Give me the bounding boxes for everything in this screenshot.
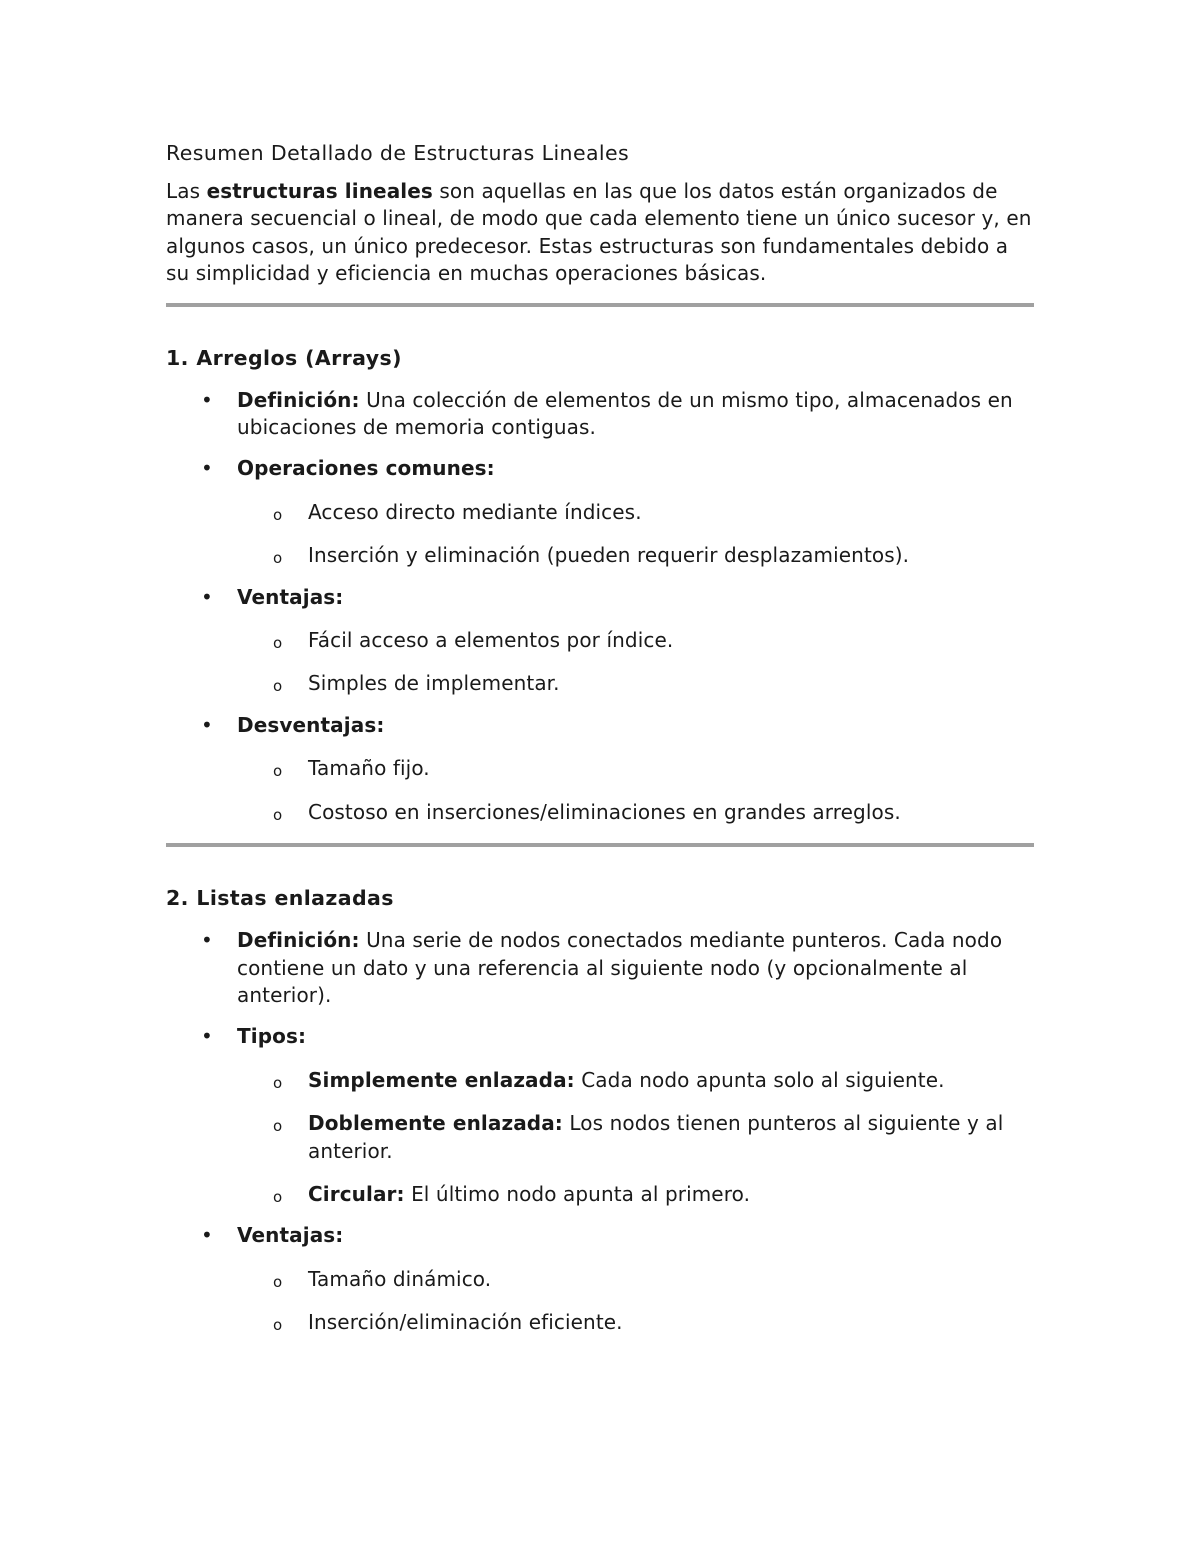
tipo-text: El último nodo apunta al primero. xyxy=(404,1181,751,1206)
sub-item-text: Simples de implementar. xyxy=(308,671,560,696)
sub-bullet-icon: o xyxy=(273,549,283,568)
tipo-label: Simplemente enlazada: xyxy=(308,1067,575,1092)
tipos-sublist xyxy=(237,1067,1034,1209)
sub-item-text: Inserción/eliminación eficiente. xyxy=(308,1310,623,1335)
horizontal-rule xyxy=(166,843,1034,847)
operaciones-label: Operaciones comunes: xyxy=(237,456,495,481)
definicion-label: Definición: xyxy=(237,387,360,412)
sub-list-item xyxy=(237,1110,1034,1165)
tipo-text: Los nodos tienen punteros al siguiente y al anterior. xyxy=(308,1111,1004,1163)
listas-list xyxy=(166,927,1034,1336)
bullet-icon: • xyxy=(201,387,213,412)
sub-item-text: Inserción y eliminación (pueden requerir desplazamientos). xyxy=(308,543,910,568)
bullet-icon: • xyxy=(201,712,213,737)
bullet-icon: • xyxy=(201,456,213,481)
definicion-text: Una colección de elementos de un mismo tipo, almacenados en ubicaciones de memoria contiguas. xyxy=(237,387,1013,440)
tipos-label: Tipos: xyxy=(237,1024,307,1049)
ventajas-sublist xyxy=(237,627,1034,698)
tipo-label: Doblemente enlazada: xyxy=(308,1111,563,1136)
operaciones-sublist xyxy=(237,499,1034,570)
sub-list-item xyxy=(237,499,1034,526)
document-page xyxy=(166,138,1034,1337)
sub-bullet-icon: o xyxy=(273,1073,283,1092)
sub-list-item xyxy=(237,755,1034,782)
definicion-label: Definición: xyxy=(237,928,360,953)
sub-item-text: Acceso directo mediante índices. xyxy=(308,499,642,524)
list-item-desventajas xyxy=(166,712,1034,826)
sub-bullet-icon: o xyxy=(273,1316,283,1335)
section-title-listas: 2. Listas enlazadas xyxy=(166,886,394,911)
list-item-definicion xyxy=(166,387,1034,442)
sub-list-item xyxy=(237,1266,1034,1293)
sub-list-item xyxy=(237,670,1034,697)
list-item-operaciones xyxy=(166,455,1034,569)
intro-text: son aquellas en las que los datos están organizados de manera secuencial o lineal, de modo que cada elemento tiene un único sucesor y, en algunos casos, un único predecesor. Estas estructuras son fundamentales debido a su simplicidad y eficiencia en muchas operaciones básicas. xyxy=(166,179,1032,286)
document-title: Resumen Detallado de Estructuras Lineales xyxy=(166,141,630,165)
list-item-tipos xyxy=(166,1023,1034,1208)
sub-bullet-icon: o xyxy=(273,1117,283,1136)
arreglos-list xyxy=(166,387,1034,826)
ventajas-label: Ventajas: xyxy=(237,1223,344,1248)
intro-prefix: Las xyxy=(166,179,207,203)
tipo-label: Circular: xyxy=(308,1181,405,1206)
bullet-icon: • xyxy=(201,928,213,953)
bullet-icon: • xyxy=(201,584,213,609)
desventajas-sublist xyxy=(237,755,1034,826)
sub-item-text: Tamaño dinámico. xyxy=(308,1266,492,1291)
ventajas-label: Ventajas: xyxy=(237,584,344,609)
sub-bullet-icon: o xyxy=(273,805,283,824)
sub-list-item xyxy=(237,1309,1034,1336)
sub-list-item xyxy=(237,1067,1034,1094)
sub-bullet-icon: o xyxy=(273,634,283,653)
sub-bullet-icon: o xyxy=(273,1187,283,1206)
sub-item-text: Costoso en inserciones/eliminaciones en grandes arreglos. xyxy=(308,799,901,824)
bullet-icon: • xyxy=(201,1024,213,1049)
tipo-text: Cada nodo apunta solo al siguiente. xyxy=(574,1067,945,1092)
sub-bullet-icon: o xyxy=(273,677,283,696)
horizontal-rule xyxy=(166,303,1034,307)
ventajas-sublist xyxy=(237,1266,1034,1337)
sub-bullet-icon: o xyxy=(273,1272,283,1291)
bullet-icon: • xyxy=(201,1223,213,1248)
list-item-definicion xyxy=(166,927,1034,1009)
sub-item-text: Fácil acceso a elementos por índice. xyxy=(308,628,674,653)
sub-list-item xyxy=(237,627,1034,654)
sub-list-item xyxy=(237,1181,1034,1208)
intro-bold-term: estructuras lineales xyxy=(206,179,433,203)
sub-list-item xyxy=(237,799,1034,826)
list-item-ventajas xyxy=(166,1222,1034,1336)
sub-bullet-icon: o xyxy=(273,762,283,781)
sub-list-item xyxy=(237,542,1034,569)
intro-paragraph xyxy=(166,178,1034,288)
desventajas-label: Desventajas: xyxy=(237,712,385,737)
list-item-ventajas xyxy=(166,584,1034,698)
sub-bullet-icon: o xyxy=(273,505,283,524)
section-title-arreglos: 1. Arreglos (Arrays) xyxy=(166,345,402,370)
definicion-text: Una serie de nodos conectados mediante punteros. Cada nodo contiene un dato y una referencia al siguiente nodo (y opcionalmente al anterior). xyxy=(237,928,1003,1007)
sub-item-text: Tamaño fijo. xyxy=(308,756,430,781)
